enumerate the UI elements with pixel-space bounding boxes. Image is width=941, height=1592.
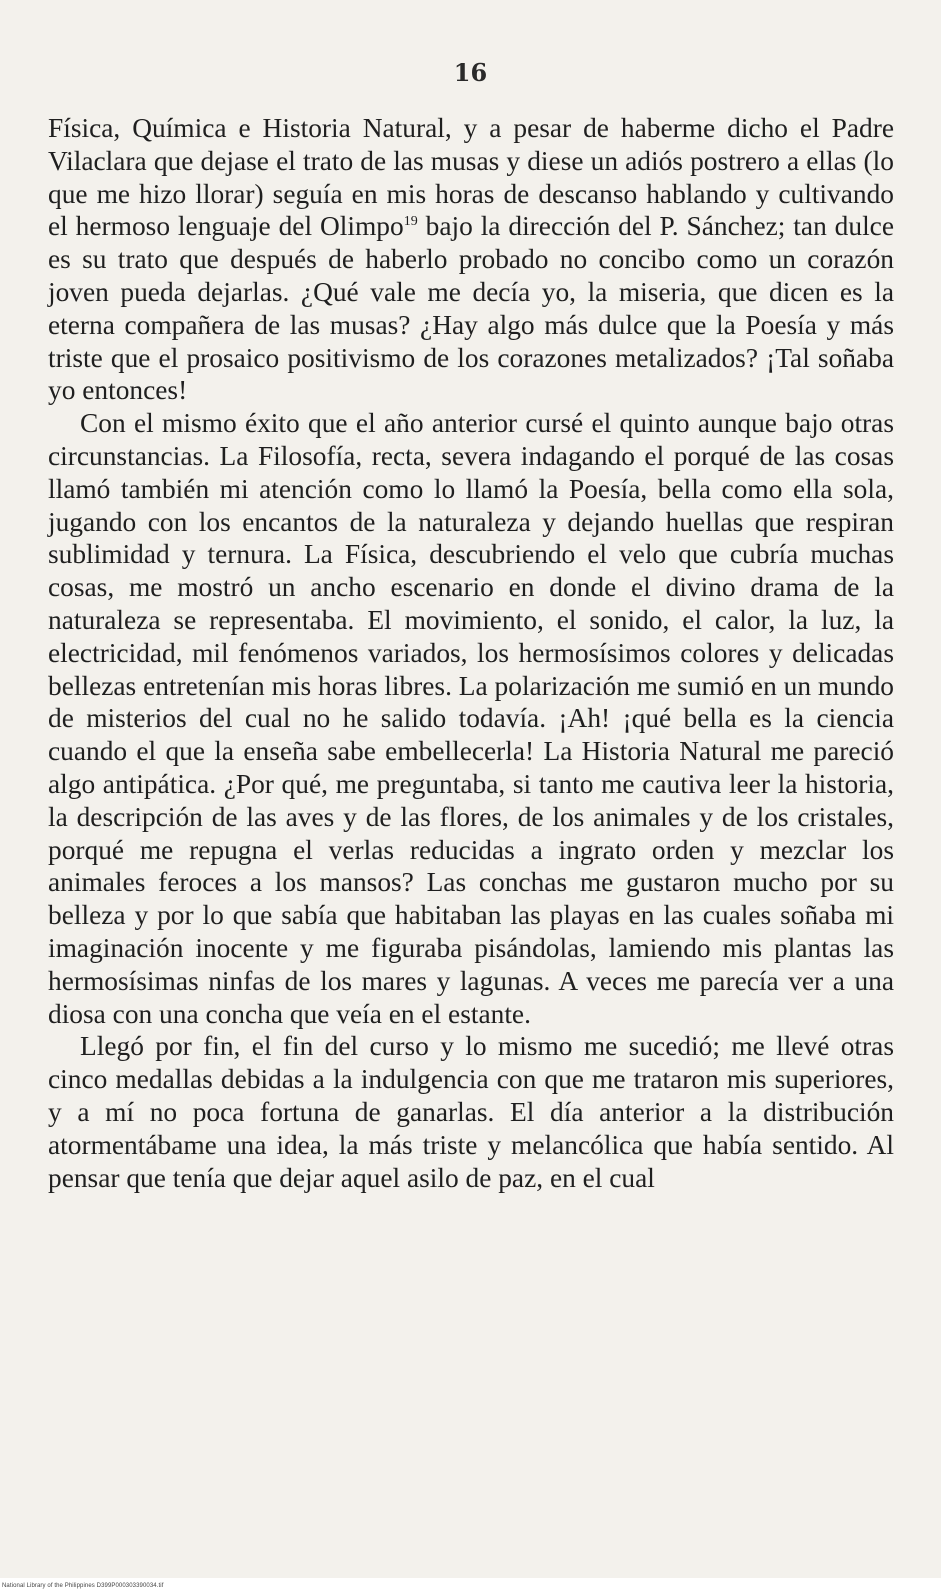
paragraph-3: Llegó por fin, el fin del curso y lo mismo me sucedió; me llevé otras cinco medallas debidas a la indulgencia con que me trataron mis superiores, y a mí no poca fortuna de ganarlas. El día anterior a la distribución atormentábame una idea, la más triste y melancólica que había sentido. Al pensar que tenía que dejar aquel asilo de paz, en el cual bbox=[48, 1031, 894, 1193]
body-text bbox=[48, 112, 894, 1194]
paragraph-2: Con el mismo éxito que el año anterior cursé el quinto aunque bajo otras circunstancias. La Filosofía, recta, severa indagando el porqué de las cosas llamó también mi atención como lo llamó la Poesía, bella como ella sola, jugando con los encantos de la naturaleza y dejando huellas que respiran sublimidad y ternura. La Física, descubriendo el velo que cubría muchas cosas, me mostró un ancho escenario en donde el divino drama de la naturaleza se representaba. El movimiento, el sonido, el calor, la luz, la electricidad, mil fenómenos variados, los hermosísimos colores y delicadas bellezas entretenían mis horas libres. La polarización me sumió en un mundo de misterios del cual no he salido todavía. ¡Ah! ¡qué bella es la ciencia cuando el que la enseña sabe embellecerla! La Historia Natural me pareció algo antipática. ¿Por qué, me preguntaba, si tanto me cautiva leer la historia, la descripción de las aves y de las flores, de los animales y de los cristales, porqué me repugna el verlas reducidas a ingrato orden y mezclar los animales feroces a los mansos? Las conchas me gustaron mucho por su belleza y por lo que sabía que habitaban las playas en las cuales soñaba mi imaginación inocente y me figuraba pisándolas, lamiendo mis plantas las hermosísimas ninfas de los mares y lagunas. A veces me parecía ver a una diosa con una concha que veía en el estante. bbox=[48, 408, 894, 1029]
scan-footer-strip bbox=[0, 1578, 941, 1592]
paragraph-1-text: Física, Química e Historia Natural, y a pesar de haberme dicho el Padre Vilaclara que dejase el trato de las musas y diese un adiós postrero a ellas (lo que me hizo llorar) seguía en mis horas de descanso hablando y cultivando el hermoso lenguaje del Olimpo bbox=[48, 113, 894, 242]
footnote-reference: 19 bbox=[403, 214, 418, 230]
scan-source-caption: National Library of the Philippines D399P000303390034.tif bbox=[2, 1583, 164, 1589]
paragraph-1 bbox=[48, 112, 894, 407]
page-number: 16 bbox=[453, 58, 488, 87]
paragraph-1-continuation: bajo la dirección del P. Sánchez; tan dulce es su trato que después de haberlo probado no concibo como un corazón joven pueda dejarlas. ¿Qué vale me decía yo, la miseria, que dicen es la eterna compañera de las musas? ¿Hay algo más dulce que la Poesía y más triste que el prosaico positivismo de los corazones metalizados? ¡Tal soñaba yo entonces! bbox=[48, 211, 894, 406]
